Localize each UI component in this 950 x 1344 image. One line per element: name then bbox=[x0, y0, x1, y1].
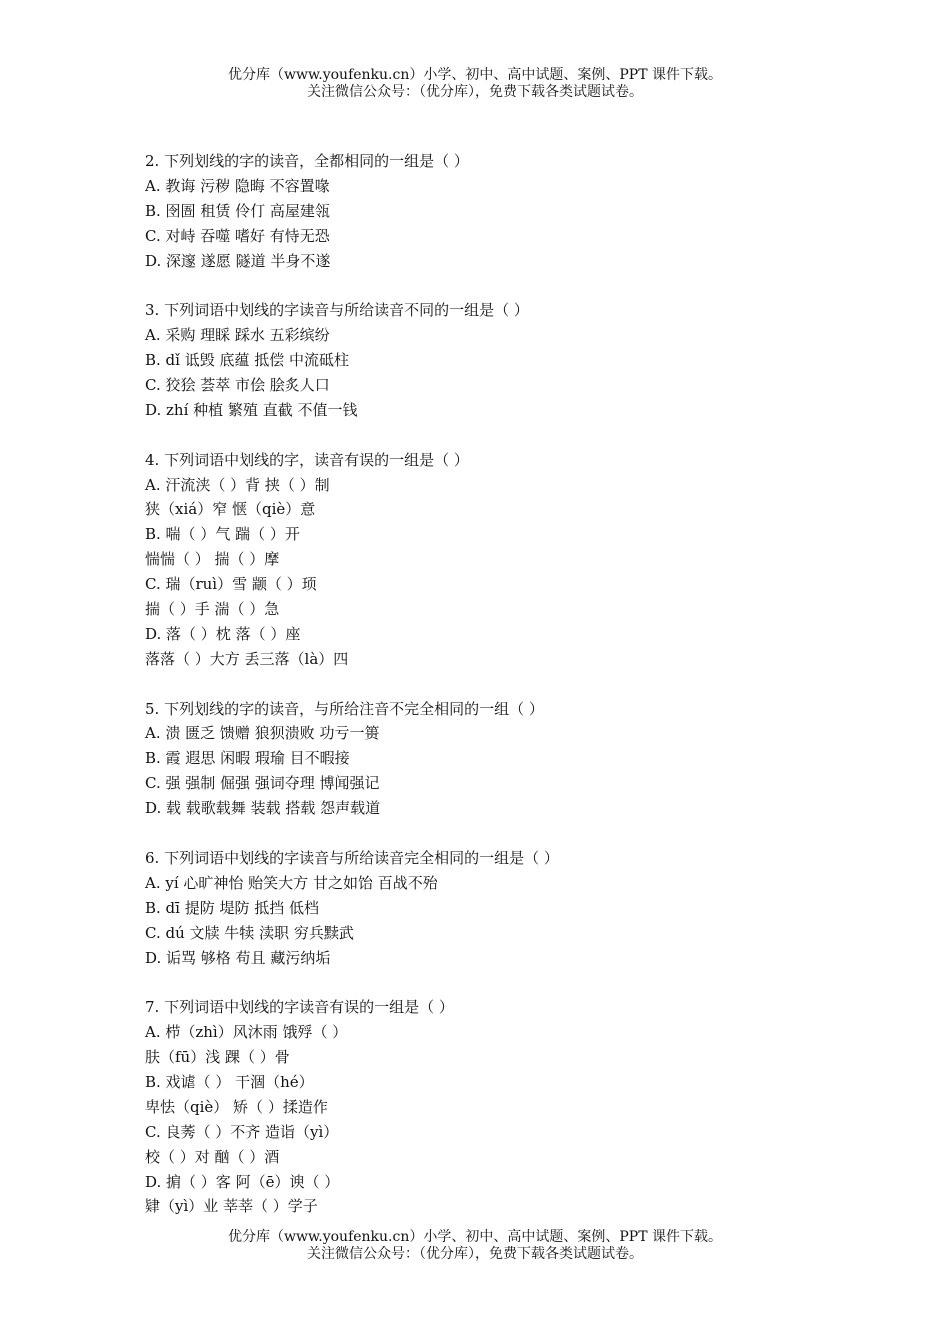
question-stem: 7. 下列词语中划线的字读音有误的一组是（ ） bbox=[145, 998, 454, 1017]
option-line: 肤（fū）浅 踝（ ）骨 bbox=[145, 1048, 290, 1067]
option-line: 肄（yì）业 莘莘（ ）学子 bbox=[145, 1197, 318, 1216]
option-line: D. 诟骂 够格 苟且 藏污纳垢 bbox=[145, 948, 331, 967]
option-line: C. 强 强制 倔强 强词夺理 博闻强记 bbox=[145, 774, 380, 793]
page-header bbox=[0, 67, 950, 101]
option-line: 校（ ）对 酗（ ）酒 bbox=[145, 1147, 280, 1166]
option-line: C. 瑞（ruì）雪 颛（ ）顼 bbox=[145, 575, 317, 594]
page-footer bbox=[0, 1229, 950, 1263]
option-line: C. dú 文牍 牛犊 渎职 穷兵黩武 bbox=[145, 923, 354, 942]
option-line: 落落（ ）大方 丢三落（là）四 bbox=[145, 649, 349, 668]
option-line: B. 霞 遐思 闲暇 瑕瑜 目不暇接 bbox=[145, 749, 350, 768]
spacer bbox=[145, 821, 845, 846]
option-line: A. 汗流浃（ ）背 挟（ ）制 bbox=[145, 475, 330, 494]
option-line: B. dī 提防 堤防 抵挡 低档 bbox=[145, 898, 320, 917]
option-line: C. 良莠（ ）不齐 造诣（yì） bbox=[145, 1122, 339, 1141]
option-line: C. 狡狯 荟萃 市侩 脍炙人口 bbox=[145, 376, 330, 395]
question-stem: 3. 下列词语中划线的字读音与所给读音不同的一组是（ ） bbox=[145, 301, 529, 320]
option-line: 惴惴（ ） 揣（ ）摩 bbox=[145, 550, 280, 569]
question bbox=[145, 149, 845, 273]
question bbox=[145, 448, 845, 672]
question bbox=[145, 846, 845, 970]
option-line: B. 囹圄 租赁 伶仃 高屋建瓴 bbox=[145, 201, 330, 220]
question-stem: 5. 下列划线的字的读音，与所给注音不完全相同的一组（ ） bbox=[145, 699, 544, 718]
question bbox=[145, 995, 845, 1219]
question-stem: 6. 下列词语中划线的字读音与所给读音完全相同的一组是（ ） bbox=[145, 848, 559, 867]
option-line: D. 深邃 遂愿 隧道 半身不遂 bbox=[145, 251, 331, 270]
header-line-1: 优分库（www.youfenku.cn）小学、初中、高中试题、案例、PPT 课件下载。 bbox=[227, 67, 722, 83]
option-line: D. zhí 种植 繁殖 直截 不值一钱 bbox=[145, 400, 358, 419]
question-stem: 4. 下列词语中划线的字，读音有误的一组是（ ） bbox=[145, 450, 469, 469]
option-line: 狭（xiá）窄 惬（qiè）意 bbox=[145, 500, 316, 519]
header-line-2: 关注微信公众号：（优分库），免费下载各类试题试卷。 bbox=[307, 84, 643, 100]
option-line: D. 落（ ）枕 落（ ）座 bbox=[145, 624, 301, 643]
spacer bbox=[145, 672, 845, 697]
option-line: A. 溃 匮乏 馈赠 狼狈溃败 功亏一篑 bbox=[145, 724, 380, 743]
option-line: A. 采购 理睬 踩水 五彩缤纷 bbox=[145, 326, 330, 345]
option-line: C. 对峙 吞噬 嗜好 有恃无恐 bbox=[145, 226, 330, 245]
option-line: B. 喘（ ）气 踹（ ）开 bbox=[145, 525, 300, 544]
option-line: D. 掮（ ）客 阿（ē）谀（ ） bbox=[145, 1172, 340, 1191]
question bbox=[145, 697, 845, 821]
footer-line-1: 优分库（www.youfenku.cn）小学、初中、高中试题、案例、PPT 课件下载。 bbox=[227, 1229, 722, 1245]
question bbox=[145, 298, 845, 422]
spacer bbox=[145, 273, 845, 298]
option-line: A. 教诲 污秽 隐晦 不容置喙 bbox=[145, 176, 330, 195]
question-stem: 2. 下列划线的字的读音，全都相同的一组是（ ） bbox=[145, 152, 469, 170]
option-line: 揣（ ）手 湍（ ）急 bbox=[145, 600, 280, 619]
option-line: A. 栉（zhì）风沐雨 饿殍（ ） bbox=[145, 1023, 348, 1042]
option-line: B. dǐ 诋毁 底蕴 抵偿 中流砥柱 bbox=[145, 351, 350, 370]
question-list bbox=[145, 149, 845, 1219]
option-line: B. 戏谑（ ） 干涸（hé） bbox=[145, 1072, 314, 1091]
option-line: 卑怯（qiè） 矫（ ）揉造作 bbox=[145, 1097, 328, 1116]
option-line: D. 载 载歌载舞 装载 搭载 怨声载道 bbox=[145, 799, 381, 818]
spacer bbox=[145, 970, 845, 995]
footer-line-2: 关注微信公众号：（优分库），免费下载各类试题试卷。 bbox=[307, 1246, 643, 1262]
option-line: A. yí 心旷神怡 贻笑大方 甘之如饴 百战不殆 bbox=[145, 873, 438, 892]
spacer bbox=[145, 423, 845, 448]
